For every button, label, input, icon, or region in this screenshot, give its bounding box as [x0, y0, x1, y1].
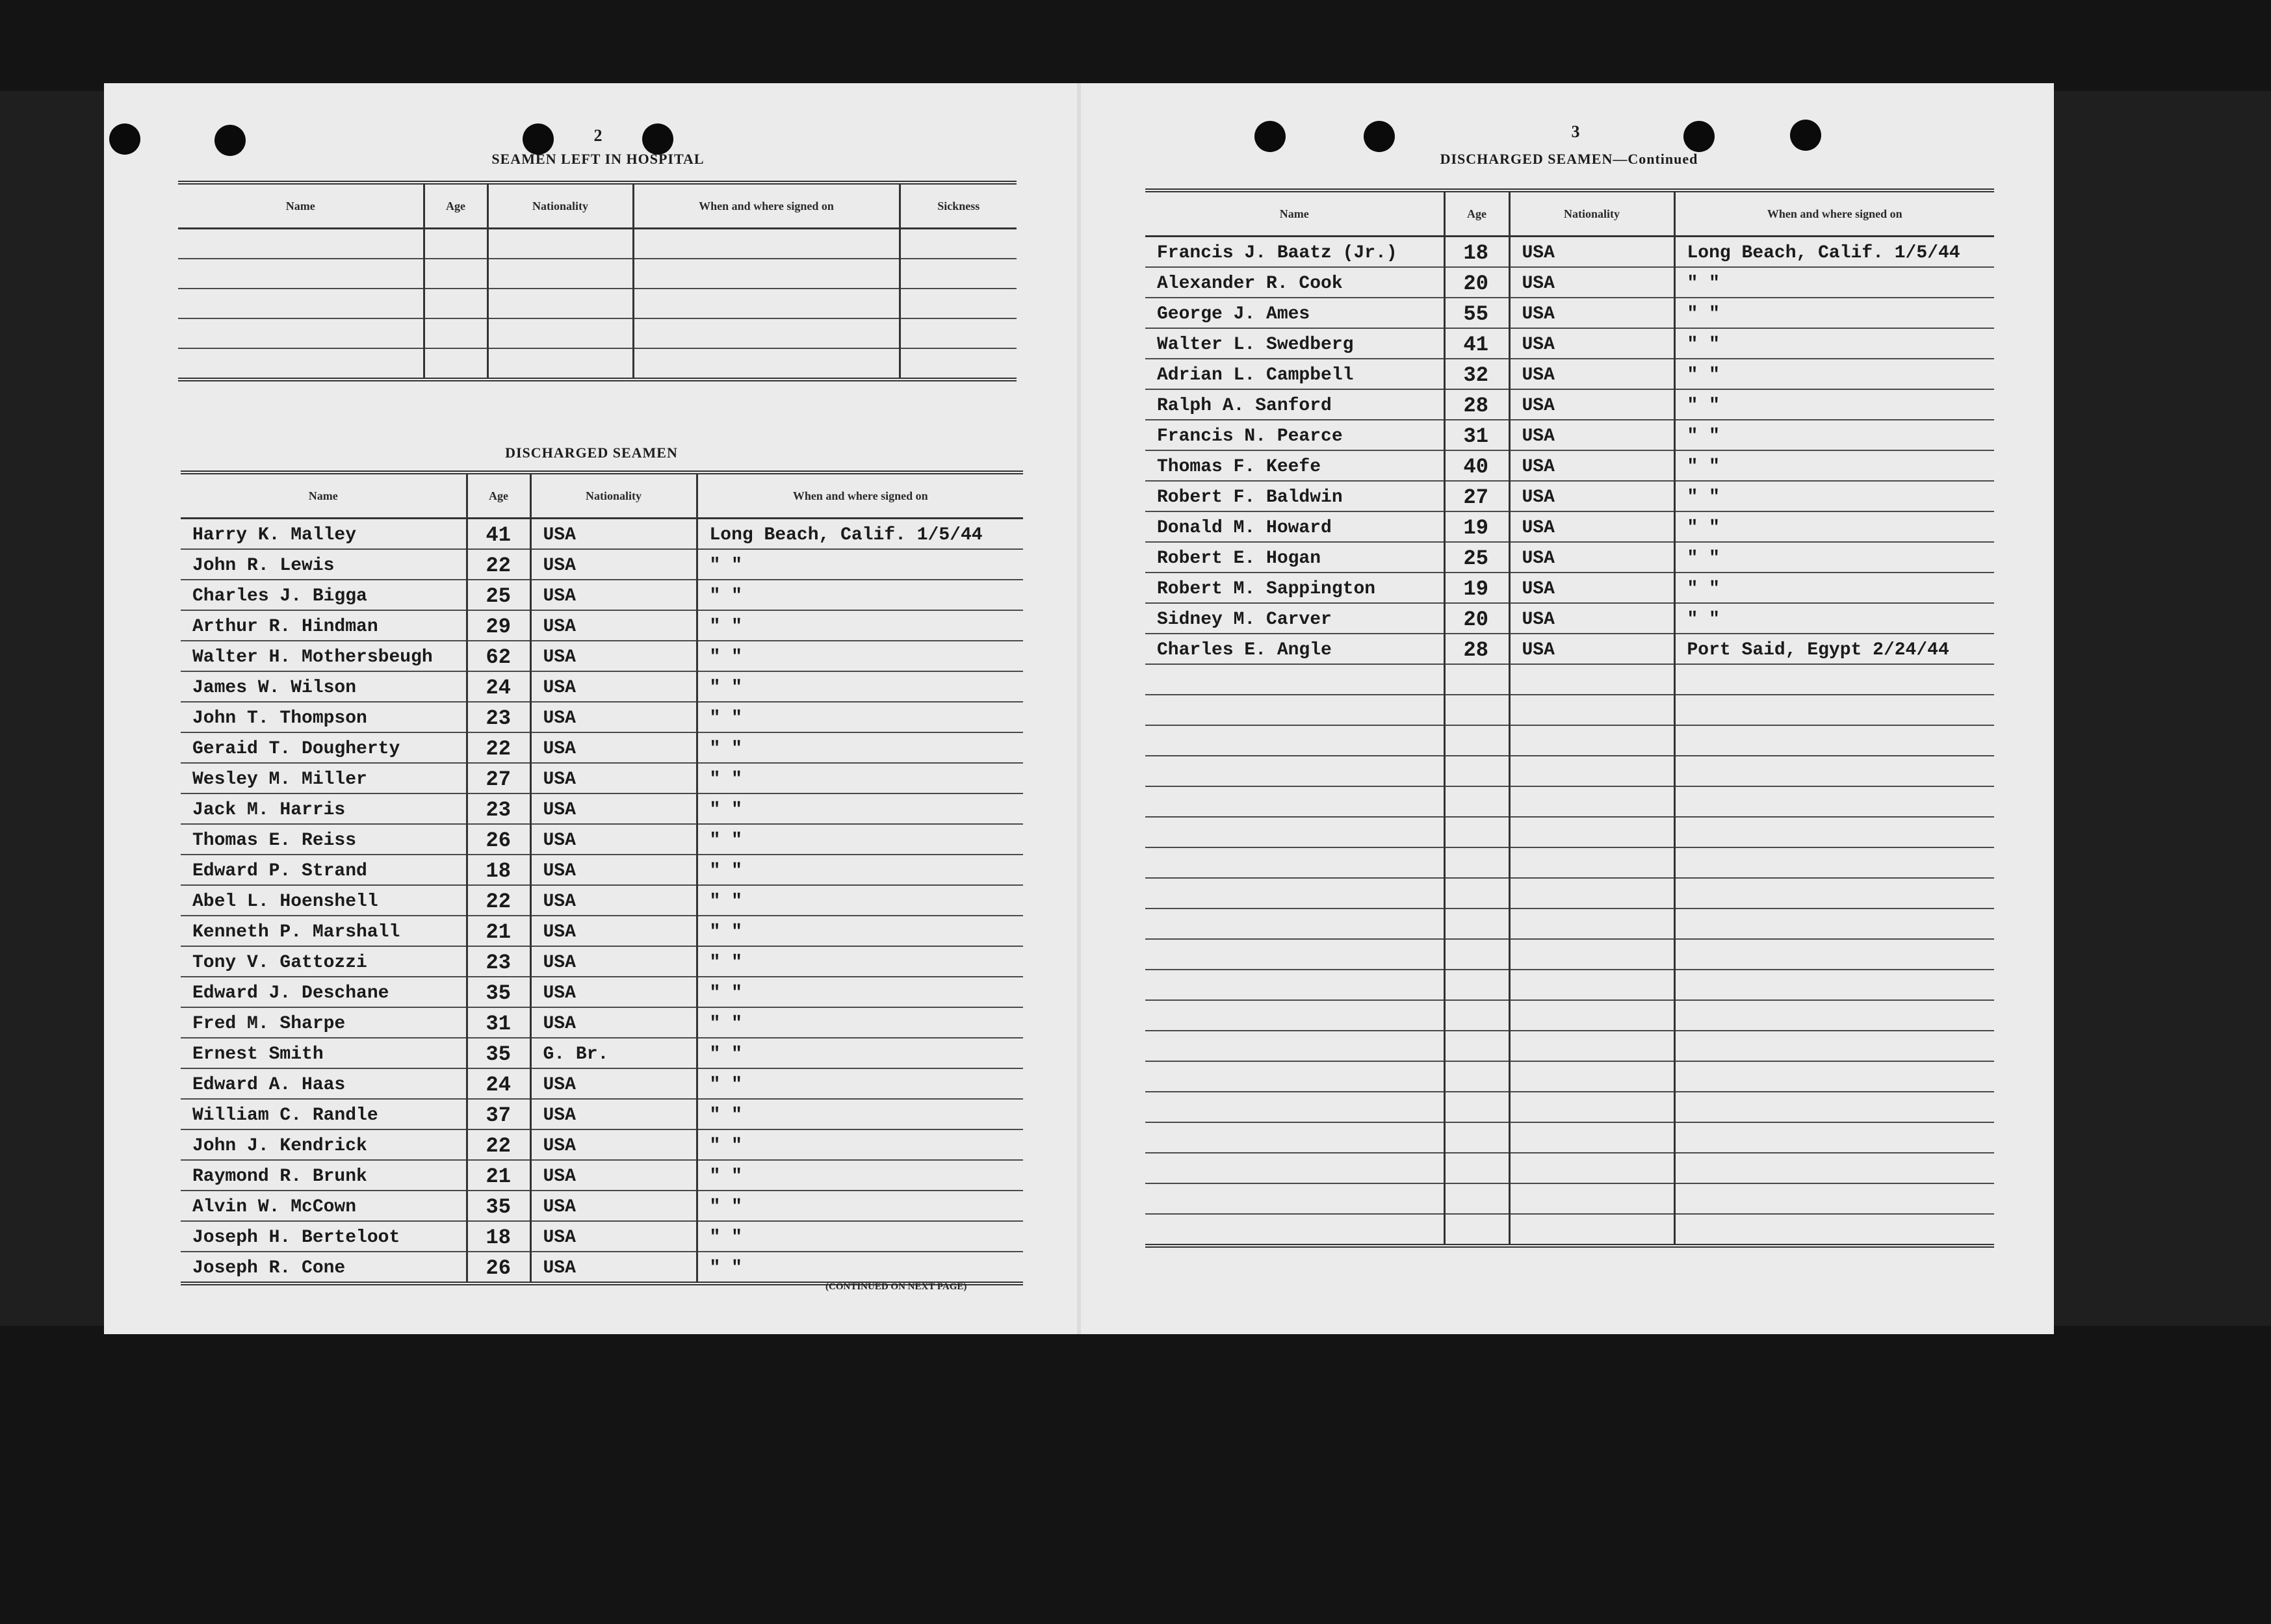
table-row-blank [1145, 1031, 1994, 1061]
seaman-age: 26 [467, 824, 530, 855]
seaman-nationality: USA [1509, 389, 1674, 420]
signed-on: " " [1674, 511, 1994, 542]
discharged-continued-title: DISCHARGED SEAMEN—Continued [1440, 151, 1698, 167]
seaman-name: Robert M. Sappington [1145, 573, 1444, 603]
column-header: Nationality [1509, 190, 1674, 237]
seaman-age: 23 [467, 702, 530, 732]
seaman-name: James W. Wilson [181, 671, 467, 702]
signed-on: " " [697, 1129, 1023, 1160]
table-row [181, 885, 1023, 916]
table-row [181, 855, 1023, 885]
seaman-age: 24 [467, 1068, 530, 1099]
seaman-age: 23 [467, 946, 530, 977]
table-row-blank [1145, 1061, 1994, 1092]
column-header: Name [181, 472, 467, 519]
punch-hole-icon [642, 123, 673, 155]
seaman-nationality: USA [1509, 298, 1674, 328]
table-row [181, 732, 1023, 763]
seaman-age: 35 [467, 1191, 530, 1221]
punch-hole-icon [1683, 121, 1715, 152]
table-row [181, 610, 1023, 641]
seaman-name: John J. Kendrick [181, 1129, 467, 1160]
seaman-name: Thomas E. Reiss [181, 824, 467, 855]
table-row-blank [1145, 1153, 1994, 1183]
table-row [181, 824, 1023, 855]
seaman-age: 20 [1444, 603, 1509, 634]
table-row-blank [1145, 756, 1994, 786]
seaman-age: 22 [467, 732, 530, 763]
seaman-name: Robert F. Baldwin [1145, 481, 1444, 511]
signed-on: " " [1674, 481, 1994, 511]
table-row [181, 549, 1023, 580]
signed-on: " " [1674, 542, 1994, 573]
seaman-age: 40 [1444, 450, 1509, 481]
seaman-age: 27 [467, 763, 530, 793]
seaman-age: 41 [1444, 328, 1509, 359]
seaman-name: Edward A. Haas [181, 1068, 467, 1099]
seaman-age: 28 [1444, 389, 1509, 420]
seaman-nationality: USA [1509, 542, 1674, 573]
column-header: When and where signed on [1674, 190, 1994, 237]
table-row [178, 289, 1017, 318]
punch-hole-icon [214, 125, 246, 156]
table-row [178, 348, 1017, 380]
signed-on: " " [697, 549, 1023, 580]
hospital-table [178, 181, 1017, 381]
page-number-left: 2 [593, 126, 603, 145]
seaman-name: Joseph R. Cone [181, 1252, 467, 1283]
signed-on: Long Beach, Calif. 1/5/44 [697, 519, 1023, 550]
seaman-age: 24 [467, 671, 530, 702]
seaman-name: Kenneth P. Marshall [181, 916, 467, 946]
seaman-nationality: USA [530, 763, 697, 793]
seaman-age: 18 [1444, 237, 1509, 268]
seaman-age: 21 [467, 916, 530, 946]
seaman-nationality: USA [1509, 267, 1674, 298]
seaman-name: Francis N. Pearce [1145, 420, 1444, 450]
seaman-name: Charles J. Bigga [181, 580, 467, 610]
signed-on: " " [697, 1252, 1023, 1283]
seaman-nationality: USA [530, 1252, 697, 1283]
table-row [1145, 420, 1994, 450]
document-spread [104, 83, 2054, 1334]
seaman-nationality: USA [530, 549, 697, 580]
seaman-age: 31 [1444, 420, 1509, 450]
seaman-name: Francis J. Baatz (Jr.) [1145, 237, 1444, 268]
signed-on: " " [1674, 328, 1994, 359]
seaman-name: William C. Randle [181, 1099, 467, 1129]
seaman-age: 20 [1444, 267, 1509, 298]
signed-on: " " [697, 977, 1023, 1007]
column-header: Sickness [900, 183, 1017, 229]
column-header: Age [467, 472, 530, 519]
seaman-age: 32 [1444, 359, 1509, 389]
table-row [1145, 267, 1994, 298]
seaman-age: 25 [467, 580, 530, 610]
signed-on: " " [697, 671, 1023, 702]
table-row-blank [1145, 1000, 1994, 1031]
table-row-blank [1145, 1214, 1994, 1246]
seaman-age: 25 [1444, 542, 1509, 573]
column-header: Name [1145, 190, 1444, 237]
table-row [178, 229, 1017, 259]
seaman-name: Jack M. Harris [181, 793, 467, 824]
seaman-age: 28 [1444, 634, 1509, 664]
signed-on: " " [697, 580, 1023, 610]
seaman-nationality: USA [530, 916, 697, 946]
seaman-nationality: USA [530, 824, 697, 855]
seaman-age: 23 [467, 793, 530, 824]
signed-on: " " [697, 946, 1023, 977]
seaman-name: Edward P. Strand [181, 855, 467, 885]
signed-on: " " [697, 793, 1023, 824]
seaman-name: Edward J. Deschane [181, 977, 467, 1007]
seaman-nationality: USA [530, 1007, 697, 1038]
seaman-age: 35 [467, 977, 530, 1007]
seaman-nationality: USA [1509, 450, 1674, 481]
signed-on: " " [1674, 267, 1994, 298]
seaman-nationality: USA [530, 1129, 697, 1160]
seaman-age: 18 [467, 855, 530, 885]
signed-on: " " [697, 732, 1023, 763]
signed-on: " " [697, 1160, 1023, 1191]
table-row-blank [1145, 664, 1994, 695]
continued-note: (CONTINUED ON NEXT PAGE) [825, 1282, 967, 1292]
seaman-age: 22 [467, 1129, 530, 1160]
column-header: Age [424, 183, 487, 229]
seaman-name: Raymond R. Brunk [181, 1160, 467, 1191]
seaman-nationality: USA [530, 1191, 697, 1221]
signed-on: " " [1674, 359, 1994, 389]
table-row-blank [1145, 786, 1994, 817]
table-row [1145, 603, 1994, 634]
seaman-name: Walter L. Swedberg [1145, 328, 1444, 359]
seaman-name: John T. Thompson [181, 702, 467, 732]
column-header: Age [1444, 190, 1509, 237]
signed-on: " " [697, 1221, 1023, 1252]
signed-on: " " [1674, 573, 1994, 603]
table-row [181, 641, 1023, 671]
seaman-name: Robert E. Hogan [1145, 542, 1444, 573]
signed-on: Long Beach, Calif. 1/5/44 [1674, 237, 1994, 268]
table-row-blank [1145, 1092, 1994, 1122]
seaman-name: Geraid T. Dougherty [181, 732, 467, 763]
seaman-nationality: USA [1509, 511, 1674, 542]
seaman-age: 29 [467, 610, 530, 641]
seaman-name: Thomas F. Keefe [1145, 450, 1444, 481]
seaman-nationality: USA [530, 793, 697, 824]
signed-on: " " [697, 1038, 1023, 1068]
table-row [181, 1160, 1023, 1191]
table-row-blank [1145, 817, 1994, 847]
table-row [181, 1129, 1023, 1160]
discharged-continued-table [1145, 188, 1994, 1248]
seaman-name: Ralph A. Sanford [1145, 389, 1444, 420]
seaman-age: 62 [467, 641, 530, 671]
signed-on: " " [697, 855, 1023, 885]
table-row [1145, 511, 1994, 542]
column-header: Name [178, 183, 424, 229]
seaman-age: 31 [467, 1007, 530, 1038]
seaman-age: 27 [1444, 481, 1509, 511]
table-row-blank [1145, 695, 1994, 725]
seaman-nationality: USA [530, 1068, 697, 1099]
signed-on: " " [697, 763, 1023, 793]
table-row [1145, 450, 1994, 481]
table-row [1145, 634, 1994, 664]
seaman-nationality: USA [530, 946, 697, 977]
signed-on: " " [697, 1099, 1023, 1129]
seaman-age: 22 [467, 549, 530, 580]
seaman-nationality: USA [530, 519, 697, 550]
seaman-age: 26 [467, 1252, 530, 1283]
table-row [181, 1068, 1023, 1099]
seaman-nationality: USA [1509, 634, 1674, 664]
table-row [181, 793, 1023, 824]
seaman-name: Tony V. Gattozzi [181, 946, 467, 977]
signed-on: " " [697, 1007, 1023, 1038]
column-header: Nationality [487, 183, 633, 229]
seaman-name: Walter H. Mothersbeugh [181, 641, 467, 671]
table-row-blank [1145, 1122, 1994, 1153]
punch-hole-icon [109, 123, 140, 155]
table-row-blank [1145, 970, 1994, 1000]
seaman-nationality: USA [530, 702, 697, 732]
seaman-name: Charles E. Angle [1145, 634, 1444, 664]
seaman-name: Abel L. Hoenshell [181, 885, 467, 916]
table-row [1145, 237, 1994, 268]
table-row [181, 1099, 1023, 1129]
hospital-section-title: SEAMEN LEFT IN HOSPITAL [491, 151, 705, 167]
seaman-age: 41 [467, 519, 530, 550]
seaman-name: Sidney M. Carver [1145, 603, 1444, 634]
seaman-name: Adrian L. Campbell [1145, 359, 1444, 389]
seaman-name: Harry K. Malley [181, 519, 467, 550]
seaman-age: 37 [467, 1099, 530, 1129]
seaman-name: Arthur R. Hindman [181, 610, 467, 641]
table-row-blank [1145, 939, 1994, 970]
table-row [181, 1221, 1023, 1252]
punch-hole-icon [1254, 121, 1286, 152]
table-row [181, 580, 1023, 610]
seaman-age: 55 [1444, 298, 1509, 328]
seaman-nationality: USA [530, 977, 697, 1007]
seaman-nationality: USA [1509, 420, 1674, 450]
seaman-age: 22 [467, 885, 530, 916]
discharged-seamen-table [181, 470, 1023, 1285]
signed-on: " " [697, 1191, 1023, 1221]
seaman-nationality: USA [530, 855, 697, 885]
seaman-name: Alexander R. Cook [1145, 267, 1444, 298]
seaman-nationality: USA [530, 885, 697, 916]
seaman-nationality: USA [530, 580, 697, 610]
column-header: When and where signed on [697, 472, 1023, 519]
table-row [1145, 298, 1994, 328]
table-row-blank [1145, 909, 1994, 939]
table-row [1145, 481, 1994, 511]
signed-on: " " [1674, 450, 1994, 481]
table-row [178, 259, 1017, 289]
table-row [181, 1038, 1023, 1068]
signed-on: " " [1674, 298, 1994, 328]
seaman-nationality: USA [1509, 481, 1674, 511]
table-row [181, 702, 1023, 732]
seaman-name: Joseph H. Berteloot [181, 1221, 467, 1252]
table-row [181, 763, 1023, 793]
seaman-name: Alvin W. McCown [181, 1191, 467, 1221]
signed-on: " " [697, 824, 1023, 855]
seaman-nationality: USA [1509, 359, 1674, 389]
signed-on: Port Said, Egypt 2/24/44 [1674, 634, 1994, 664]
table-row [181, 671, 1023, 702]
table-row-blank [1145, 725, 1994, 756]
table-row [181, 1252, 1023, 1283]
seaman-age: 21 [467, 1160, 530, 1191]
signed-on: " " [697, 641, 1023, 671]
signed-on: " " [697, 702, 1023, 732]
signed-on: " " [697, 885, 1023, 916]
table-row [1145, 573, 1994, 603]
seaman-nationality: USA [530, 641, 697, 671]
seaman-name: Donald M. Howard [1145, 511, 1444, 542]
seaman-nationality: USA [1509, 328, 1674, 359]
seaman-age: 19 [1444, 511, 1509, 542]
page-fold [1077, 83, 1081, 1334]
page-number-right: 3 [1571, 122, 1580, 141]
signed-on: " " [1674, 389, 1994, 420]
seaman-nationality: USA [530, 610, 697, 641]
table-row [181, 916, 1023, 946]
seaman-name: Wesley M. Miller [181, 763, 467, 793]
punch-hole-icon [523, 123, 554, 155]
table-row [181, 519, 1023, 550]
table-row [181, 946, 1023, 977]
column-header: When and where signed on [633, 183, 900, 229]
seaman-nationality: USA [1509, 573, 1674, 603]
seaman-age: 35 [467, 1038, 530, 1068]
seaman-nationality: USA [530, 1099, 697, 1129]
table-row-blank [1145, 1183, 1994, 1214]
seaman-nationality: USA [530, 732, 697, 763]
signed-on: " " [1674, 603, 1994, 634]
seaman-nationality: G. Br. [530, 1038, 697, 1068]
discharged-section-title: DISCHARGED SEAMEN [505, 445, 678, 461]
table-row [181, 1007, 1023, 1038]
seaman-name: Ernest Smith [181, 1038, 467, 1068]
seaman-name: John R. Lewis [181, 549, 467, 580]
signed-on: " " [697, 916, 1023, 946]
table-row [1145, 542, 1994, 573]
signed-on: " " [697, 610, 1023, 641]
punch-hole-icon [1790, 120, 1821, 151]
signed-on: " " [1674, 420, 1994, 450]
column-header: Nationality [530, 472, 697, 519]
seaman-name: George J. Ames [1145, 298, 1444, 328]
seaman-name: Fred M. Sharpe [181, 1007, 467, 1038]
table-row [1145, 328, 1994, 359]
table-row [1145, 389, 1994, 420]
table-row [181, 1191, 1023, 1221]
seaman-nationality: USA [1509, 237, 1674, 268]
table-row [181, 977, 1023, 1007]
seaman-age: 19 [1444, 573, 1509, 603]
punch-hole-icon [1364, 121, 1395, 152]
table-row-blank [1145, 847, 1994, 878]
seaman-nationality: USA [530, 1160, 697, 1191]
table-row [178, 318, 1017, 348]
table-row [1145, 359, 1994, 389]
seaman-nationality: USA [1509, 603, 1674, 634]
seaman-nationality: USA [530, 671, 697, 702]
seaman-nationality: USA [530, 1221, 697, 1252]
table-row-blank [1145, 878, 1994, 909]
seaman-age: 18 [467, 1221, 530, 1252]
signed-on: " " [697, 1068, 1023, 1099]
